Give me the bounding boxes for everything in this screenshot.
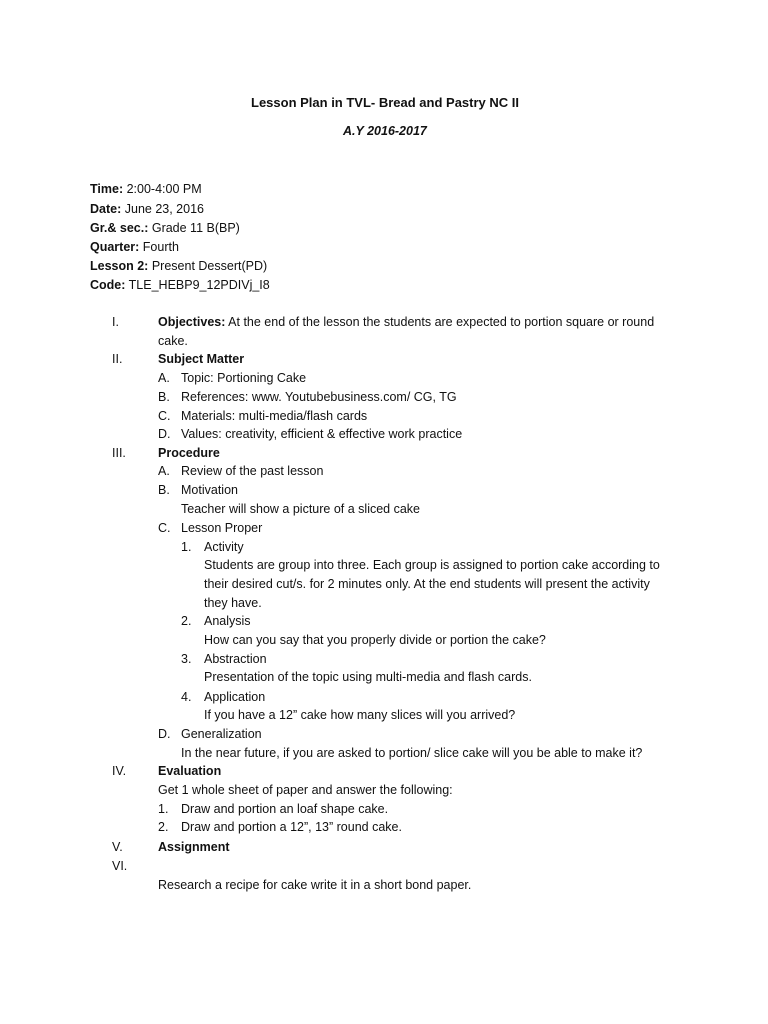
info-label: Lesson 2:	[90, 259, 149, 273]
procedure-lesson-proper: Lesson Proper	[181, 521, 263, 535]
step-text: If you have a 12” cake how many slices will you arrived?	[204, 708, 516, 722]
list-marker: 2.	[158, 820, 169, 834]
step-title-abstraction: Abstraction	[204, 652, 267, 666]
assignment-heading: Assignment	[158, 840, 230, 854]
evaluation-item: Draw and portion a 12”, 13” round cake.	[181, 820, 402, 834]
info-grade-section	[90, 219, 240, 237]
step-number: 2.	[181, 614, 192, 628]
procedure-motivation: Motivation	[181, 483, 238, 497]
list-marker: 1.	[158, 802, 169, 816]
objectives-label: Objectives:	[158, 315, 226, 329]
evaluation-intro: Get 1 whole sheet of paper and answer the following:	[158, 783, 453, 797]
info-value: Grade 11 B(BP)	[148, 221, 240, 235]
info-value: Fourth	[139, 240, 179, 254]
procedure-heading: Procedure	[158, 446, 220, 460]
step-text: Students are group into three. Each group is assigned to portion cake according to	[204, 558, 660, 572]
objectives-text: At the end of the lesson the students are expected to portion square or round	[225, 315, 655, 329]
step-text: Presentation of the topic using multi-media and flash cards.	[204, 670, 532, 684]
section-numeral: I.	[112, 315, 119, 329]
step-text: their desired cut/s. for 2 minutes only. At the end students will present the activity	[204, 577, 650, 591]
document-title: Lesson Plan in TVL- Bread and Pastry NC II	[251, 95, 520, 110]
info-value: Present Dessert(PD)	[148, 259, 268, 273]
subject-references: References: www. Youtubebusiness.com/ CG, TG	[181, 390, 457, 404]
procedure-generalization: Generalization	[181, 727, 262, 741]
subject-topic: Topic: Portioning Cake	[181, 371, 307, 385]
info-lesson	[90, 257, 267, 275]
step-text: How can you say that you properly divide or portion the cake?	[204, 633, 546, 647]
info-label: Gr.& sec.:	[90, 221, 149, 235]
info-value: 2:00-4:00 PM	[123, 182, 202, 196]
info-value: TLE_HEBP9_12PDIVj_I8	[125, 278, 270, 292]
subject-values: Values: creativity, efficient & effective work practice	[181, 427, 463, 441]
generalization-text: In the near future, if you are asked to portion/ slice cake will you be able to make it?	[181, 746, 643, 760]
info-label: Code:	[90, 278, 126, 292]
list-marker: D.	[158, 427, 171, 441]
info-time	[90, 180, 202, 198]
list-marker: B.	[158, 390, 170, 404]
step-title-analysis: Analysis	[204, 614, 251, 628]
step-title-activity: Activity	[204, 540, 244, 554]
evaluation-item: Draw and portion an loaf shape cake.	[181, 802, 389, 816]
info-date	[90, 200, 204, 218]
info-label: Quarter:	[90, 240, 140, 254]
section-numeral: VI.	[112, 859, 128, 873]
info-value: June 23, 2016	[121, 202, 204, 216]
list-marker: D.	[158, 727, 171, 741]
assignment-text: Research a recipe for cake write it in a short bond paper.	[158, 878, 472, 892]
procedure-review: Review of the past lesson	[181, 464, 324, 478]
list-marker: A.	[158, 371, 170, 385]
step-text: they have.	[204, 596, 262, 610]
evaluation-heading: Evaluation	[158, 764, 222, 778]
info-label: Date:	[90, 202, 122, 216]
step-number: 3.	[181, 652, 192, 666]
section-numeral: II.	[112, 352, 123, 366]
step-title-application: Application	[204, 690, 266, 704]
objectives-continued: cake.	[158, 334, 188, 348]
list-marker: C.	[158, 521, 171, 535]
subject-matter-heading: Subject Matter	[158, 352, 245, 366]
step-number: 4.	[181, 690, 192, 704]
section-numeral: III.	[112, 446, 126, 460]
step-number: 1.	[181, 540, 192, 554]
motivation-text: Teacher will show a picture of a sliced cake	[181, 502, 421, 516]
list-marker: A.	[158, 464, 170, 478]
section-numeral: IV.	[112, 764, 127, 778]
list-marker: C.	[158, 409, 171, 423]
section-numeral: V.	[112, 840, 123, 854]
objectives-line	[158, 313, 654, 331]
academic-year: A.Y 2016-2017	[343, 124, 427, 138]
list-marker: B.	[158, 483, 170, 497]
info-quarter	[90, 238, 179, 256]
info-label: Time:	[90, 182, 124, 196]
info-code	[90, 276, 270, 294]
subject-materials: Materials: multi-media/flash cards	[181, 409, 368, 423]
